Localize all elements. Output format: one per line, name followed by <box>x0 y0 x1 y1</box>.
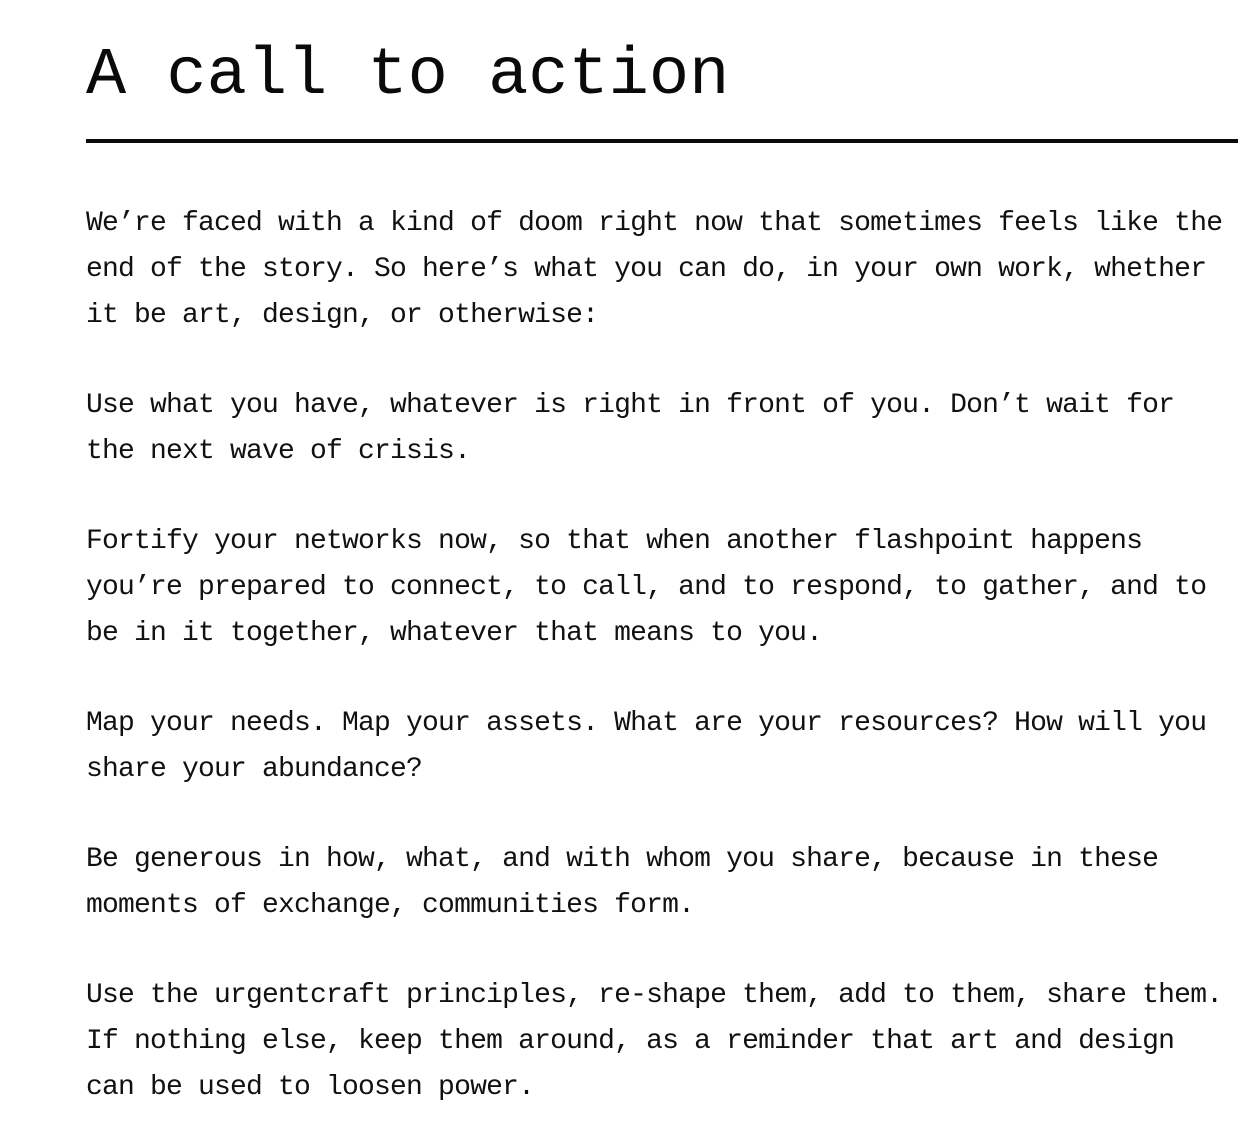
paragraph-intro: We’re faced with a kind of doom right now that sometimes feels like the end of the story. So here’s what you can do, in your own work, whether it be art, design, or otherwise: <box>86 208 1223 331</box>
paragraph-use-principles: Use the urgentcraft principles, re-shape them, add to them, share them. If nothing else, keep them around, as a reminder that art and design can be used to loosen power. <box>86 980 1223 1103</box>
paragraph-fortify-networks: Fortify your networks now, so that when another flashpoint happens you’re prepared to connect, to call, and to respond, to gather, and to be in it together, whatever that means to you. <box>86 526 1207 649</box>
article-body <box>86 201 1238 1111</box>
page-title: A call to action <box>86 38 730 114</box>
paragraph-be-generous: Be generous in how, what, and with whom you share, because in these moments of exchange, communities form. <box>86 844 1159 921</box>
article <box>86 0 1238 1111</box>
title-divider <box>86 139 1238 143</box>
paragraph-use-what-you-have: Use what you have, whatever is right in front of you. Don’t wait for the next wave of crisis. <box>86 390 1175 467</box>
paragraph-map-needs: Map your needs. Map your assets. What are your resources? How will you share your abundance? <box>86 708 1207 785</box>
